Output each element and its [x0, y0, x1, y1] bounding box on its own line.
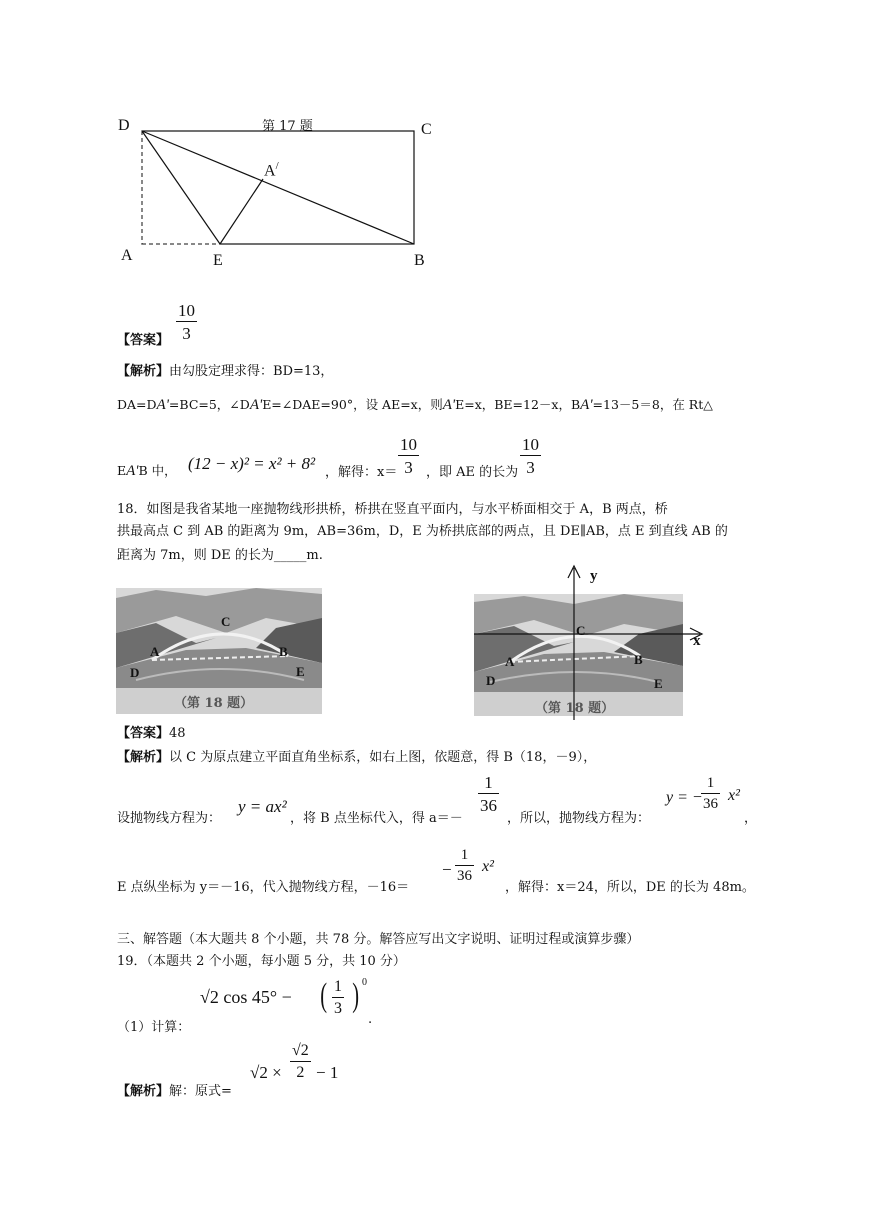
q18-parabola-text: ，所以，抛物线方程为：: [507, 811, 651, 826]
q19-part1-end: .: [368, 1012, 373, 1027]
q18-photo-left-caption: （第 18 题）: [174, 696, 254, 711]
q18-stem-line1: 18．如图是我省某地一座抛物线形拱桥，桥拱在竖直平面内，与水平桥面相交于 A，B 两点，桥: [117, 502, 668, 517]
q18-e-x2: x²: [482, 858, 494, 875]
q19-solution-fraction: $\frac{√2}{2}$: [292, 1042, 309, 1081]
q18-stem-line3: 距离为 7m，则 DE 的长为_____m.: [117, 548, 323, 563]
q17-answer-label: 【答案】: [117, 333, 170, 348]
q18-e-fraction: $\frac{1}{36}$: [457, 847, 472, 884]
q18-photo-left-label-c: C: [221, 614, 231, 629]
q17-solve-fraction: $\frac{10}{3}$: [400, 435, 417, 477]
q18-parabola-x2: x²: [728, 787, 740, 804]
q19-solution-label: 【解析】解：原式=: [117, 1084, 232, 1099]
q18-parabola-general: y = ax²: [238, 797, 287, 816]
figure-17: [110, 110, 450, 270]
q17-conclusion-fraction: $\frac{10}{3}$: [522, 435, 539, 477]
figure-17-title: 第 17 题: [262, 119, 313, 134]
q19-solution-expr-a: √2 ×: [250, 1063, 282, 1082]
q18-photo-right-label-a: A: [505, 654, 515, 669]
q17-analysis-line1: 【解析】由勾股定理求得：BD=13，: [117, 364, 334, 379]
figure-17-label-c: C: [421, 121, 432, 138]
q18-analysis-line2-text: 设抛物线方程为：: [117, 811, 222, 826]
q18-photo-right-label-e: E: [654, 676, 663, 691]
q18-photo-right-label-c: C: [576, 623, 586, 638]
q18-analysis-line3-end: ，解得：x＝24，所以，DE 的长为 48m。: [505, 880, 755, 895]
q19-title: 19．（本题共 2 个小题，每小题 5 分，共 10 分）: [117, 954, 406, 969]
q18-substitute-text: ，将 B 点坐标代入，得 a＝－: [290, 811, 463, 826]
q18-line2-end: ，: [744, 811, 758, 826]
q19-solution-expr-b: − 1: [316, 1063, 339, 1082]
section-3-title: 三、解答题（本大题共 8 个小题，共 78 分。解答应写出文字说明、证明过程或演算步骤）: [117, 932, 640, 947]
q17-equation: (12 − x)² = x² + 8²: [188, 454, 316, 473]
q19-part1-exponent: 0: [362, 977, 367, 988]
q18-stem-line2: 拱最高点 C 到 AB 的距离为 9m，AB=36m，D，E 为桥拱底部的两点，且 DE∥AB，点 E 到直线 AB 的: [117, 524, 728, 539]
q18-e-minus: −: [442, 860, 452, 879]
q18-photo-left-label-a: A: [150, 644, 160, 659]
figure-17-label-a: A: [121, 247, 133, 264]
q18-axis-x-label: x: [693, 633, 701, 649]
q19-part1-paren-close: ): [352, 977, 360, 1014]
q18-photo-left-label-d: D: [130, 665, 140, 680]
q18-parabola-fraction: $\frac{1}{36}$: [703, 775, 718, 812]
figure-17-label-a-prime: A/: [264, 160, 279, 180]
q19-part1-label: （1）计算：: [117, 1020, 191, 1035]
q18-photo-right-label-d: D: [486, 673, 496, 688]
q18-photo-right-caption: （第 18 题）: [535, 701, 615, 716]
q18-parabola-lhs: y = −: [666, 789, 703, 806]
q17-answer-fraction: $\frac{10}{3}$: [178, 301, 195, 343]
q18-answer: 【答案】48: [117, 726, 186, 741]
q17-analysis-line3: EA'B 中，: [117, 463, 177, 479]
q19-part1-expression: √2 cos 45° −: [200, 987, 292, 1007]
q17-analysis-line2: DA=DA'=BC=5，∠DA'E=∠DAE=90°，设 AE=x，则A'E=x，BE=12－x，BA'=13－5＝8，在 Rt△: [117, 397, 713, 413]
figure-17-label-b: B: [414, 252, 425, 269]
q17-solve-text: ，解得：x＝: [325, 465, 398, 480]
q19-part1-fraction: $\frac{1}{3}$: [334, 978, 342, 1017]
figure-17-label-e: E: [213, 252, 223, 269]
q18-analysis-line3-text: E 点纵坐标为 y＝－16，代入抛物线方程，－16＝: [117, 880, 410, 895]
q17-conclusion-text: ，即 AE 的长为: [426, 465, 519, 480]
q18-analysis-line1: 【解析】以 C 为原点建立平面直角坐标系，如右上图，依题意，得 B（18，－9），: [117, 750, 597, 765]
q19-part1-paren-open: (: [320, 977, 328, 1014]
q18-axis-y-label: y: [590, 568, 598, 584]
q18-photo-left-label-e: E: [296, 664, 305, 679]
figure-17-label-d: D: [118, 117, 130, 134]
q18-photo-right-label-b: B: [634, 652, 643, 667]
q18-photo-left-label-b: B: [279, 644, 288, 659]
q18-coefficient-fraction: $\frac{1}{36}$: [480, 773, 497, 815]
